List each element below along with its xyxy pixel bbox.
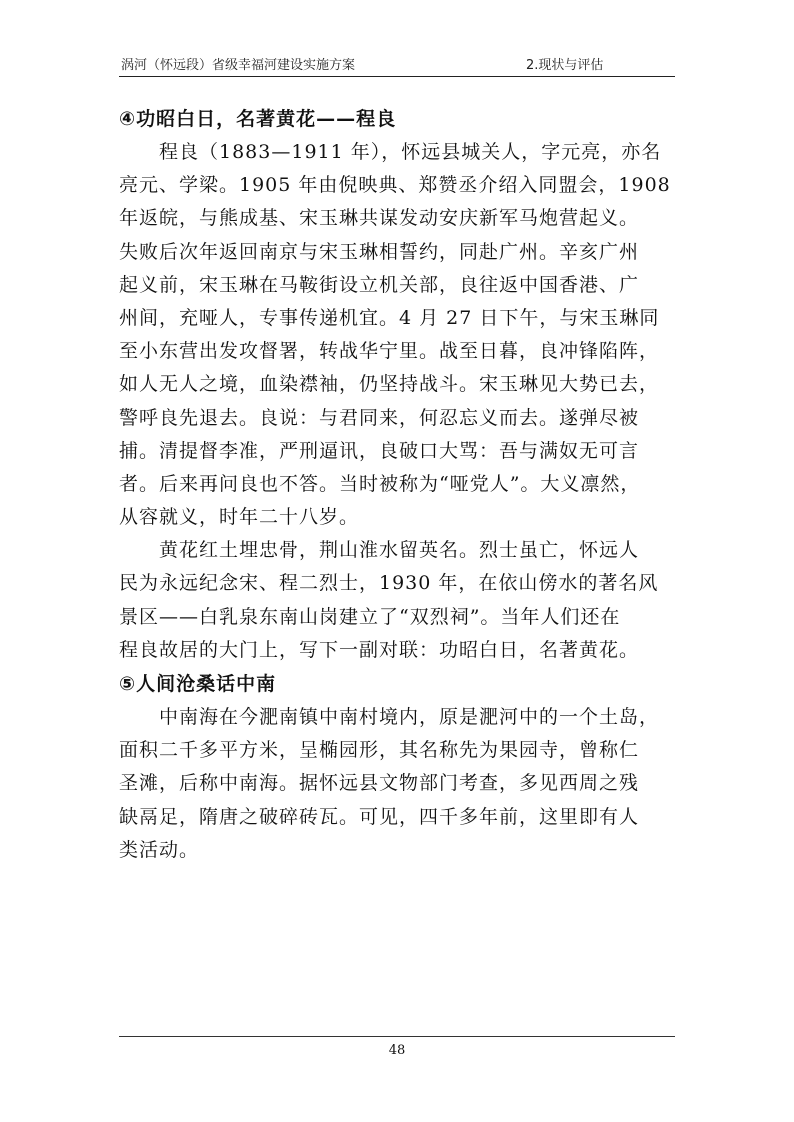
text-line: 起义前，宋玉琳在马鞍街设立机关部，良往返中国香港、广 — [119, 273, 640, 296]
text-line: 捕。清提督李准，严刑逼讯，良破口大骂：吾与满奴无可言 — [119, 439, 640, 462]
section-heading-zhongnan: ⑤人间沧桑话中南 — [119, 673, 277, 695]
text-line: 中南海在今淝南镇中南村境内，原是淝河中的一个土岛， — [119, 706, 660, 728]
text-line: 从容就义，时年二十八岁。 — [119, 506, 360, 529]
text-line: 民为永远纪念宋、程二烈士，1930 年，在依山傍水的著名风 — [119, 572, 659, 595]
text-line: 程良（1883—1911 年），怀远县城关人，字元亮，亦名 — [119, 141, 662, 163]
header-chapter-title: 2.现状与评估 — [526, 58, 604, 73]
text-line: 如人无人之境，血染襟袖，仍坚持战斗。宋玉琳见大势已去， — [119, 373, 660, 396]
document-body — [119, 102, 679, 867]
text-line: 程良故居的大门上，写下一副对联：功昭白日，名著黄花。 — [119, 638, 640, 661]
text-line: 者。后来再问良也不答。当时被称为“哑党人”。大义凛然， — [119, 472, 641, 495]
text-line: 年返皖，与熊成基、宋玉琳共谋发动安庆新军马炮营起义。 — [119, 207, 640, 230]
text-line: 圣滩，后称中南海。据怀远县文物部门考查，多见西周之残 — [119, 772, 640, 795]
paragraph-memorial — [119, 534, 679, 667]
text-line: 州间，充哑人，专事传递机宜。4 月 27 日下午，与宋玉琳同 — [119, 306, 660, 329]
section-heading-cheng-liang: ④功昭白日，名著黄花——程良 — [119, 108, 397, 130]
text-line: 景区——白乳泉东南山岗建立了“双烈祠”。当年人们还在 — [119, 605, 621, 628]
text-line: 至小东营出发攻督署，转战华宁里。战至日暮，良冲锋陷阵， — [119, 340, 660, 363]
text-line: 缺鬲足，隋唐之破碎砖瓦。可见，四千多年前，这里即有人 — [119, 805, 640, 828]
text-line: 类活动。 — [119, 838, 200, 861]
text-line: 警呼良先退去。良说：与君同来，何忍忘义而去。遂弹尽被 — [119, 406, 640, 429]
text-line: 亮元、学梁。1905 年由倪映典、郑赞丞介绍入同盟会，1908 — [119, 174, 671, 197]
text-line: 失败后次年返回南京与宋玉琳相誓约，同赴广州。辛亥广州 — [119, 240, 640, 263]
paragraph-cheng-liang-biography — [119, 136, 679, 534]
text-line: 黄花红土埋忠骨，荆山淮水留英名。烈士虽亡，怀远人 — [119, 539, 640, 562]
header-document-title: 涡河（怀远段）省级幸福河建设实施方案 — [121, 58, 356, 73]
paragraph-zhongnan-island — [119, 701, 679, 867]
text-line: 面积二千多平方米，呈椭园形，其名称先为果园寺，曾称仁 — [119, 739, 640, 762]
page-footer — [119, 1036, 675, 1058]
page-header — [119, 52, 675, 77]
page-number: 48 — [388, 1043, 406, 1058]
